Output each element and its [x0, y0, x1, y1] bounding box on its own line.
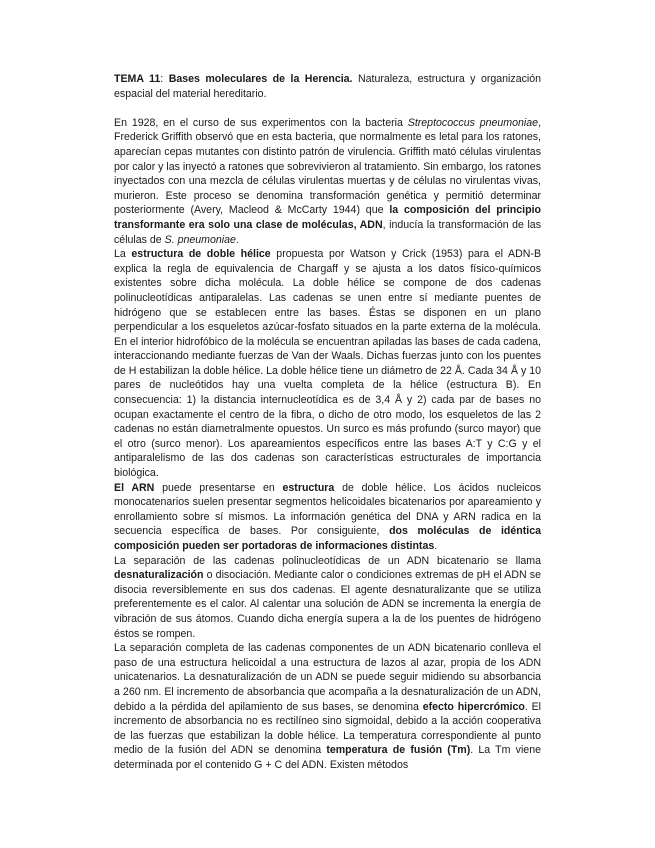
topic-title: Bases moleculares de la Herencia. [168, 73, 353, 85]
p1-species: Streptococcus pneumoniae [407, 116, 539, 129]
document-body [114, 72, 541, 773]
paragraph-arn [114, 481, 541, 554]
p1-species-short: S. pneumoniae [164, 233, 236, 246]
paragraph-denaturation [114, 554, 541, 642]
p3-bold-3: dos moléculas de idéntica composición pueden ser portadoras de informaciones distintas [114, 525, 541, 552]
p5-text-3: . La Tm viene determinada por el contenido G + C del ADN. Existen métodos [114, 744, 541, 771]
p3-text-1: puede presentarse en [154, 481, 283, 494]
p2-bold-1: estructura de doble hélice [131, 248, 271, 261]
topic-label: TEMA 11 [114, 73, 161, 85]
p5-bold-1: efecto hipercrómico [422, 700, 525, 713]
p3-bold-2: estructura [282, 481, 335, 494]
p4-text-2: o disociación. Mediante calor o condiciones extremas de pH el ADN se disocia reversiblemente en sus dos cadenas. El agente desnaturalizante que se utiliza preferentemente es el calor. Al calentar una solución de ADN se incrementa la energía de vibración de sus átomos. Cuando dicha energía supera a la de los puentes de hidrógeno éstos se rompen. [114, 569, 541, 640]
topic-subtitle: Naturaleza, estructura y organización espacial del material hereditario. [114, 73, 542, 100]
paragraph-double-helix [114, 247, 541, 481]
p5-text-2: . El incremento de absorbancia no es rectilíneo sino sigmoidal, debido a la acción cooperativa de las fuerzas que estabilizan la doble hélice. La temperatura correspondiente al punto medio de la fusión del ADN se denomina [114, 700, 541, 757]
p1-bold-1: la composición del principio transformante era solo una clase de moléculas, ADN [114, 204, 541, 231]
p1-text-1: En 1928, en el curso de sus experimentos con la bacteria [114, 116, 408, 129]
p5-bold-2: temperatura de fusión (Tm) [326, 744, 471, 757]
topic-colon: : [160, 73, 169, 85]
paragraph-griffith [114, 116, 541, 247]
p1-text-4: . [235, 233, 239, 246]
p1-text-3: , inducía la transformación de las células de [114, 218, 541, 246]
p1-text-2: , Frederick Griffith observó que en esta bacteria, que normalmente es letal para los ratones, aparecían cepas mutantes con distinto patrón de virulencia. Griffith mató células virulentas por calor y las inyectó a ratones que sobrevivieron al tratamiento. Sin embargo, los ratones inyectados con una mezcla de células virulentas muertas y de células no virulentas vivas, murieron. Este proceso se denomina transformación genética y permitió determinar posteriormente (Avery, Macleod & McCarty 1944) que [114, 116, 542, 217]
p3-bold-1: El ARN [114, 481, 155, 494]
p3-text-2: de doble hélice. Los ácidos nucleicos monocatenarios suelen presentar segmentos helicoidales bicatenarios por apareamiento y enrollamiento sobre sí mismos. La información genética del DNA y ARN radica en la secuencia específica de bases. Por consiguiente, [114, 481, 542, 538]
p2-text-1: La [114, 248, 132, 261]
p3-text-3: . [434, 540, 438, 552]
p4-text-1: La separación de las cadenas polinucleotídicas de un ADN bicatenario se llama [114, 554, 541, 567]
topic-header [114, 72, 541, 101]
p2-text-2: propuesta por Watson y Crick (1953) para el ADN-B explica la regla de equivalencia de Chargaff y se ajusta a los datos físico-químicos existentes sobre dicha molécula. La doble hélice se compone de dos cadenas polinucleotídicas antiparalelas. Las cadenas se unen entre sí mediante puentes de hidrógeno que se establecen entre las bases. Éstas se disponen en un plano perpendicular a los esqueletos azúcar-fosfato situados en la parte externa de la molécula. En el interior hidrofóbico de la molécula se encuentran apiladas las bases de cada cadena, interaccionando mediante fuerzas de Van der Waals. Dichas fuerzas junto con los puentes de H estabilizan la doble hélice. La doble hélice tiene un diámetro de 22 Å. Cada 34 Å y 10 pares de nucleótidos hay una vuelta completa de la hélice (estructura B). En consecuencia: 1) la distancia internucleotídica es de 3,4 Å y 2) cada par de bases no ocupan exactamente el centro de la fibra, o dicho de otro modo, los esqueletos de las 2 cadenas no están diametralmente opuestos. Un surco es más profundo (surco mayor) que el otro (surco menor). Los apareamientos específicos entre las bases A:T y C:G y el antiparalelismo de las dos cadenas son características estructurales de importancia biológica. [114, 248, 542, 480]
p4-bold-1: desnaturalización [114, 569, 204, 582]
paragraph-hyperchromic [114, 641, 541, 772]
p5-text-1: La separación completa de las cadenas componentes de un ADN bicatenario conlleva el paso de una estructura helicoidal a una estructura de lazos al azar, propia de los ADN unicatenarios. La desnaturalización de un ADN se puede seguir midiendo su absorbancia a 260 nm. El incremento de absorbancia que acompaña a la desnaturalización de un ADN, debido a la pérdida del apilamiento de sus bases, se denomina [114, 642, 541, 713]
